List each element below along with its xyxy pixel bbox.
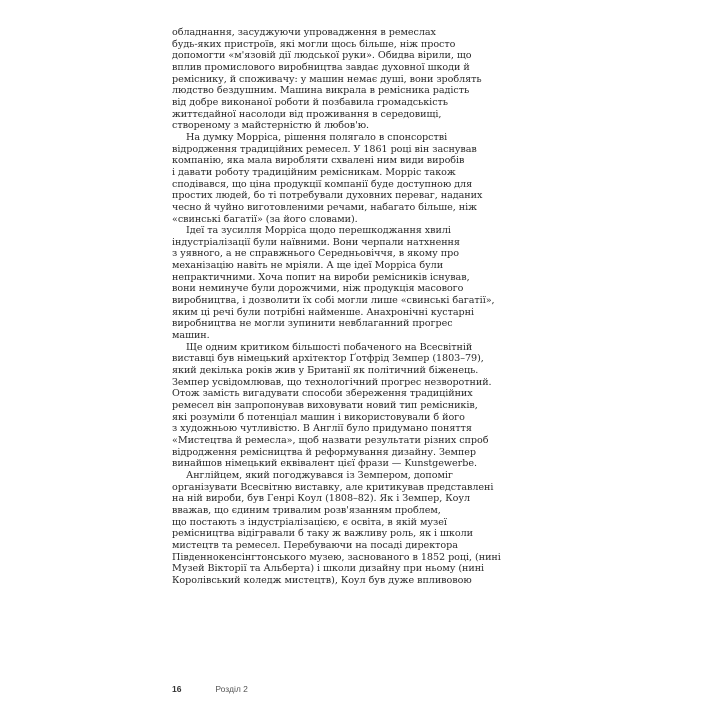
text-line: організувати Всесвітню виставку, але критикував представлені	[172, 481, 494, 493]
text-line: індустріалізації були наївними. Вони черпали натхнення	[172, 236, 460, 248]
text-line: простих людей, бо ті потребували духовних переваг, наданих	[172, 190, 483, 202]
text-line: компанію, яка мала виробляти схвалені ним види виробів	[172, 155, 465, 167]
text-line: винайшов німецький еквівалент цієї фрази — Kunstgewerbe.	[172, 458, 477, 470]
page-footer	[172, 684, 248, 694]
text-line: Музей Вікторії та Альберта) і школи дизайну при ньому (нині	[172, 563, 485, 575]
text-line: з художньою чутливістю. В Англії було придумано поняття	[172, 423, 472, 435]
text-line: від добре виконаної роботи й позбавила громадськість	[172, 96, 448, 108]
text-line: виставці був німецький архітектор Ґотфрід Земпер (1803–79),	[172, 353, 484, 365]
text-line: мистецтв та ремесел. Перебуваючи на посаді директора	[172, 539, 458, 551]
text-line: Отож замість вигадувати способи збереження традиційних	[172, 388, 473, 400]
text-line: виробництва, і дозволити їх собі могли лише «свинські багатії»,	[172, 295, 495, 307]
paragraph	[172, 342, 517, 470]
text-line: ремісництва відігравали б таку ж важливу роль, як і школи	[172, 528, 473, 540]
text-line: на ній вироби, був Генрі Коул (1808–82). Як і Земпер, Коул	[172, 493, 470, 505]
text-line: ремесел він запропонував виховувати новий тип ремісників,	[172, 400, 478, 411]
text-line: будь-яких пристроїв, які могли щось більше, ніж просто	[172, 38, 456, 50]
text-line: створеному з майстерністю й любов'ю.	[172, 120, 369, 132]
text-line: Південнокенсінгтонського музею, заснованого в 1852 році, (нині	[172, 551, 501, 563]
text-line: допомогти «м'язовій дії людської руки». Обидва вірили, що	[172, 50, 472, 62]
text-line: непрактичними. Хоча попит на вироби ремісників існував,	[172, 271, 470, 283]
text-line: чесно й чуйно виготовленими речами, набагато більше, ніж	[172, 201, 477, 213]
text-line: механізацію навіть не мріяли. А ще ідеї Морріса були	[172, 260, 444, 272]
text-line: реміснику, й споживачу: у машин немає душі, вони зроблять	[172, 73, 482, 85]
text-line: вони неминуче були дорожчими, ніж продукція масового	[172, 283, 464, 295]
text-line: Королівський коледж мистецтв), Коул був дуже впливовою	[172, 574, 472, 586]
text-line: вплив промислового виробництва завдає духовної шкоди й	[172, 61, 470, 73]
text-line: Ще одним критиком більшості побаченого на Всесвітній	[186, 341, 473, 353]
page-number: 16	[172, 684, 182, 694]
text-line: який декілька років жив у Британії як політичний біженець.	[172, 365, 479, 377]
text-line: яким ці речі були потрібні найменше. Анахронічні кустарні	[172, 306, 475, 318]
text-line: На думку Морріса, рішення полягало в спонсорстві	[186, 131, 448, 143]
text-line: вважав, що єдиним тривалим розв'язанням проблем,	[172, 504, 441, 516]
text-line: «Мистецтва й ремесла», щоб назвати результати різних спроб	[172, 434, 489, 446]
text-line: «свинські багатії» (за його словами).	[172, 213, 358, 225]
text-line: сподівався, що ціна продукції компанії буде доступною для	[172, 178, 473, 190]
chapter-label: Розділ 2	[215, 684, 248, 694]
text-line: і давати роботу традиційним ремісникам. Морріс також	[172, 166, 456, 178]
text-line: машин.	[172, 330, 210, 342]
text-line: відродження традиційних ремесел. У 1861 році він заснував	[172, 143, 477, 155]
text-line: які розуміли б потенціал машин і використовували б його	[172, 411, 465, 423]
paragraph	[172, 27, 517, 132]
paragraph	[172, 470, 517, 587]
body-text	[172, 27, 517, 587]
text-line: виробництва не могли зупинити невблаганний прогрес	[172, 318, 453, 330]
text-line: відродження ремісництва й реформування дизайну. Земпер	[172, 446, 476, 458]
text-line: що постають з індустріалізацією, є освіта, в якій музеї	[172, 516, 447, 528]
text-line: Ідеї та зусилля Морріса щодо перешкоджання хвилі	[186, 225, 451, 237]
text-line: обладнання, засуджуючи упровадження в ремеслах	[172, 27, 436, 38]
paragraph	[172, 132, 517, 225]
text-line: Земпер усвідомлював, що технологічний прогрес незворотний.	[172, 376, 492, 388]
text-line: з уявного, а не справжнього Середньовіччя, в якому про	[172, 248, 459, 260]
text-line: життєдайної насолоди від проживання в середовищі,	[172, 108, 442, 120]
text-line: Англійцем, який погоджувався із Земпером, допоміг	[186, 469, 453, 481]
text-line: людство бездушним. Машина викрала в ремісника радість	[172, 85, 470, 97]
paragraph	[172, 225, 517, 342]
